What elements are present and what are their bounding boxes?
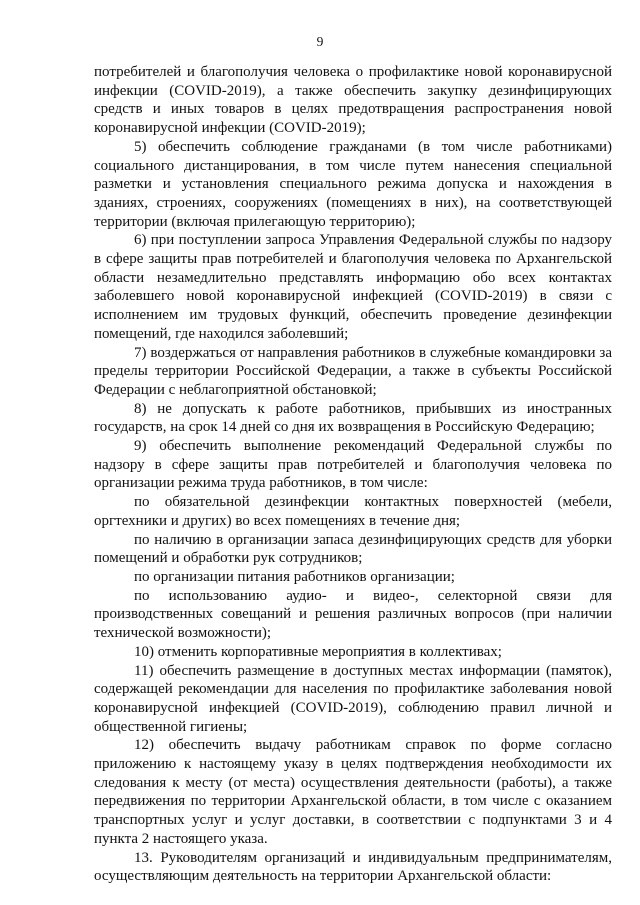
paragraph-continuation: потребителей и благополучия человека о профилактике новой коронавирусной инфекции (COVID-2019), а также обеспечить закупку дезинфицирующих средств и иных товаров в целях предотвращения распространения новой коронавирусной инфекции (COVID-2019); bbox=[94, 64, 612, 137]
paragraph-item-9: 9) обеспечить выполнение рекомендаций Федеральной службы по надзору в сфере защиты прав потребителей и благополучия человека по организации режима труда работников, в том числе: bbox=[94, 438, 612, 492]
paragraph-item-6: 6) при поступлении запроса Управления Федеральной службы по надзору в сфере защиты прав потребителей и благополучия человека по Архангельской области незамедлительно представлять информацию обо всех контактах заболевшего новой коронавирусной инфекцией (COVID-2019) в связи с исполнением им трудовых функций, обеспечить проведение дезинфекции помещений, где находился заболевший; bbox=[94, 232, 612, 342]
paragraph-item-9-remote-meetings: по использованию аудио- и видео-, селекторной связи для производственных совещаний и решения различных вопросов (при наличии технической возможности); bbox=[94, 587, 612, 642]
paragraph-item-9-meals: по организации питания работников организации; bbox=[134, 568, 455, 585]
page-number: 9 bbox=[316, 34, 324, 49]
paragraph-item-12: 12) обеспечить выдачу работникам справок по форме согласно приложению к настоящему указу в целях подтверждения необходимости их следования к месту (от места) осуществления деятельности (работы), а также передвижения по территории Архангельской области, в том числе с оказанием транспортных услуг и услуг доставки, в соответствии с подпунктами 3 и 4 пункта 2 настоящего указа. bbox=[94, 737, 612, 847]
document-body bbox=[94, 63, 612, 886]
paragraph-item-8: 8) не допускать к работе работников, прибывших из иностранных государств, на срок 14 дней со дня их возвращения в Российскую Федерацию; bbox=[94, 400, 612, 436]
paragraph-item-11: 11) обеспечить размещение в доступных местах информации (памяток), содержащей рекомендации для населения по профилактике заболевания новой коронавирусной инфекцией (COVID-2019), соблюдению правил личной и общественной гигиены; bbox=[94, 662, 612, 735]
paragraph-item-9-supplies: по наличию в организации запаса дезинфицирующих средств для уборки помещений и обработки рук сотрудников; bbox=[94, 531, 612, 567]
paragraph-item-5: 5) обеспечить соблюдение гражданами (в том числе работниками) социального дистанцирования, в том числе путем нанесения специальной разметки и установления специального режима допуска и нахождения в зданиях, строениях, сооружениях (помещениях в них), на соответствующей территории (включая прилегающую территорию); bbox=[94, 138, 612, 230]
paragraph-item-9-disinfection: по обязательной дезинфекции контактных поверхностей (мебели, оргтехники и других) во всех помещениях в течение дня; bbox=[94, 494, 612, 529]
paragraph-item-10: 10) отменить корпоративные мероприятия в коллективах; bbox=[134, 643, 502, 660]
paragraph-item-13: 13. Руководителям организаций и индивидуальным предпринимателям, осуществляющим деятельность на территории Архангельской области: bbox=[94, 849, 612, 885]
paragraph-item-7: 7) воздержаться от направления работников в служебные командировки за пределы территории Российской Федерации, а также в субъекты Российской Федерации с неблагоприятной обстановкой; bbox=[94, 344, 612, 398]
